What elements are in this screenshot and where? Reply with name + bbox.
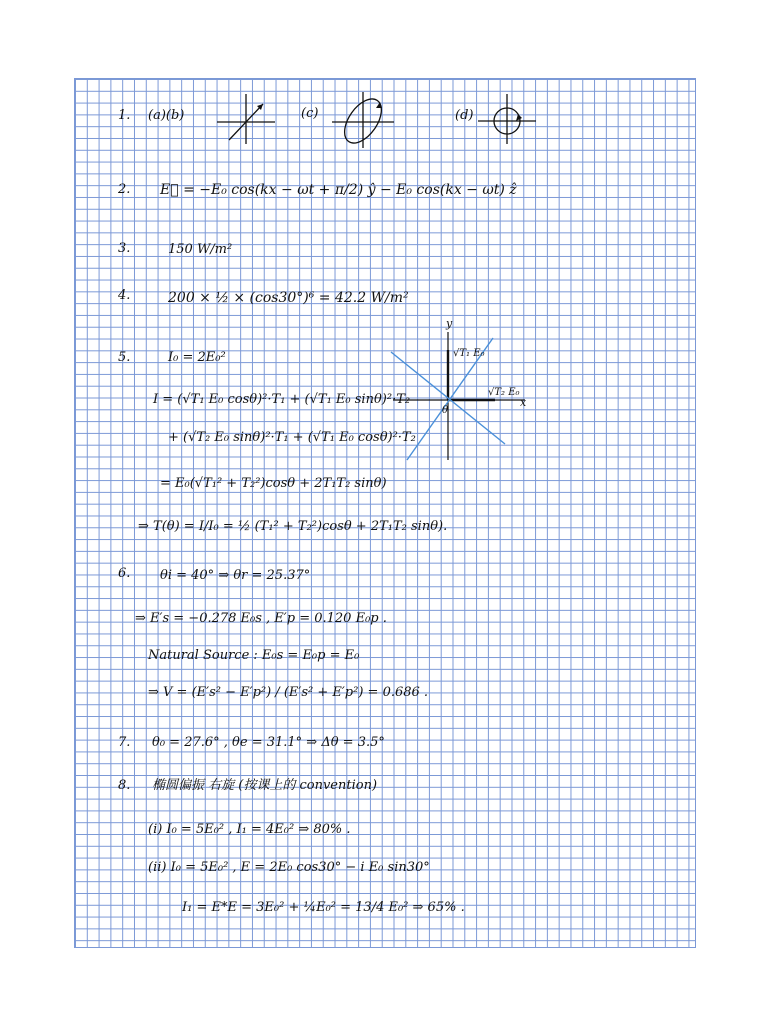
q5-line-1: I₀ = 2E₀² (168, 350, 226, 365)
q1-number: 1. (118, 108, 131, 123)
q6-line-4: ⇒ V = (E′s² − E′p²) / (E′s² + E′p²) = 0.686 . (148, 685, 429, 700)
q5-diagram-angle-label: θ (442, 405, 449, 416)
q3-number: 3. (118, 241, 131, 256)
q5-diagram-y-component: √T₁ E₀ (453, 348, 485, 359)
q7-number: 7. (118, 735, 131, 750)
q6-line-2: ⇒ E′s = −0.278 E₀s , E′p = 0.120 E₀p . (135, 611, 387, 626)
q5-line-3: + (√T₂ E₀ sinθ)²·T₁ + (√T₁ E₀ cosθ)²·T₂ (168, 430, 416, 445)
q5-number: 5. (118, 350, 131, 365)
q4-number: 4. (118, 288, 131, 303)
q8-line-1: (i) I₀ = 5E₀² , I₁ = 4E₀² ⇒ 80% . (148, 822, 351, 837)
q1-part-c: (c) (301, 106, 319, 121)
q5-diagram-y-label: y (446, 317, 453, 330)
q8-line-2: (ii) I₀ = 5E₀² , E = 2E₀ cos30° − i E₀ sin30° (148, 860, 430, 875)
q8-number: 8. (118, 778, 131, 793)
q2-number: 2. (118, 182, 131, 197)
q5-line-2: I = (√T₁ E₀ cosθ)²·T₁ + (√T₁ E₀ sinθ)²·T₂ (153, 392, 411, 407)
q8-heading: 椭圆偏振 右旋 (按课上的 convention) (152, 778, 378, 793)
q5-line-4: = E₀(√T₁² + T₂²)cosθ + 2T₁T₂ sinθ) (160, 476, 387, 491)
q1-elliptical-polarization-diagram (332, 92, 394, 148)
q5-diagram-x-component: √T₂ E₀ (488, 387, 520, 398)
q5-diagram-x-label: x (520, 396, 527, 409)
q6-line-1: θi = 40° ⇒ θr = 25.37° (160, 568, 311, 583)
q6-number: 6. (118, 566, 131, 581)
q5-line-5: ⇒ T(θ) = I/I₀ = ½ (T₁² + T₂²)cosθ + 2T₁T₂ sinθ). (138, 519, 448, 534)
q1-part-d: (d) (455, 108, 474, 123)
q2-answer: E⃗ = −E₀ cos(kx − ωt + π/2) ŷ − E₀ cos(kx − ωt) ẑ (160, 182, 517, 198)
q1-part-ab: (a)(b) (148, 108, 185, 123)
q7-answer: θ₀ = 27.6° , θe = 31.1° ⇒ Δθ = 3.5° (152, 735, 385, 750)
q1-circular-polarization-diagram (478, 94, 536, 144)
q1-linear-polarization-diagram (215, 92, 275, 144)
q3-answer: 150 W/m² (168, 242, 233, 257)
q4-answer: 200 × ½ × (cos30°)⁶ = 42.2 W/m² (168, 290, 409, 306)
q6-line-3: Natural Source : E₀s = E₀p = E₀ (148, 648, 360, 663)
graph-paper (74, 78, 696, 948)
q8-line-3: I₁ = E*E = 3E₀² + ¼E₀² = 13/4 E₀² ⇒ 65% . (182, 900, 465, 915)
